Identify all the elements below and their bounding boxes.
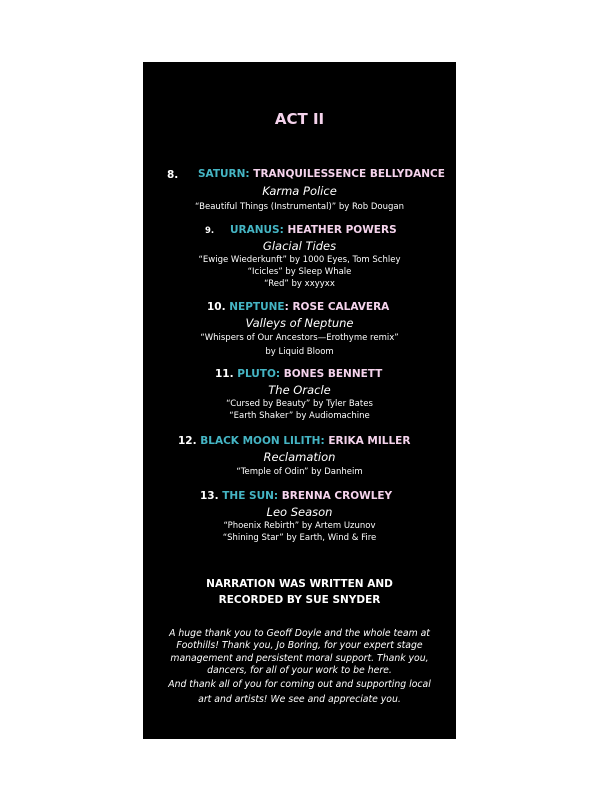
performer-name: ERIKA MILLER: [328, 435, 411, 447]
song-credit: “Cursed by Beauty” by Tyler Bates: [226, 399, 373, 409]
piece-title: Leo Season: [266, 505, 333, 519]
song-credit: “Whispers of Our Ancestors—Erothyme remix”: [200, 333, 399, 343]
song-credit: “Icicles” by Sleep Whale: [247, 267, 352, 277]
act-number: 9.: [205, 226, 215, 236]
planet-name: BLACK MOON LILITH:: [200, 435, 325, 447]
song-credit: “Beautiful Things (Instrumental)” by Rob Dougan: [195, 202, 404, 212]
heading-separator: :: [284, 301, 289, 313]
planet-name: URANUS:: [230, 224, 284, 236]
thanks-paragraph: And thank all of you for coming out and supporting local art and artists! We see and appreciate you.: [168, 679, 431, 705]
planet-name: SATURN:: [198, 168, 250, 180]
song-credit: “Earth Shaker” by Audiomachine: [229, 411, 370, 421]
narration-credit: NARRATION WAS WRITTEN AND: [206, 578, 393, 590]
piece-title: The Oracle: [268, 383, 331, 397]
act-number: 12.: [178, 435, 197, 447]
performer-name: ROSE CALAVERA: [292, 301, 390, 313]
planet-name: THE SUN:: [222, 490, 279, 502]
act-number: 10.: [207, 301, 226, 313]
act-heading: [230, 224, 397, 236]
act-heading: [178, 435, 410, 447]
planet-name: PLUTO:: [237, 368, 281, 380]
act-number: 8.: [167, 169, 179, 181]
act-title: ACT II: [274, 110, 325, 128]
act-heading: [215, 368, 382, 380]
piece-title: Karma Police: [262, 184, 337, 198]
act-number: 11.: [215, 368, 234, 380]
program-panel: [143, 62, 456, 739]
song-credit: “Phoenix Rebirth” by Artem Uzunov: [223, 521, 376, 531]
act-heading: [207, 301, 389, 313]
act-heading: [198, 168, 445, 180]
song-credit: “Temple of Odin” by Danheim: [236, 467, 363, 477]
performer-name: BRENNA CROWLEY: [281, 490, 393, 502]
thanks-paragraph: A huge thank you to Geoff Doyle and the whole team at Foothills! Thank you, Jo Boring, for your expert stage management and persistent moral support. Thank you, dancers, for all of your work to be here.: [169, 628, 430, 676]
performer-name: HEATHER POWERS: [287, 224, 397, 236]
planet-name: NEPTUNE: [229, 301, 285, 313]
performer-name: BONES BENNETT: [283, 368, 383, 380]
song-credit: by Liquid Bloom: [265, 347, 334, 357]
piece-title: Glacial Tides: [262, 239, 337, 253]
narration-credit: RECORDED BY SUE SNYDER: [218, 594, 381, 606]
song-credit: “Ewige Wiederkunft” by 1000 Eyes, Tom Schley: [198, 255, 401, 265]
act-heading: [200, 490, 392, 502]
piece-title: Valleys of Neptune: [245, 316, 354, 330]
piece-title: Reclamation: [263, 450, 336, 464]
song-credit: “Shining Star” by Earth, Wind & Fire: [222, 533, 377, 543]
act-number: 13.: [200, 490, 219, 502]
performer-name: TRANQUILESSENCE BELLYDANCE: [253, 168, 445, 180]
song-credit: “Red” by xxyyxx: [264, 279, 335, 289]
